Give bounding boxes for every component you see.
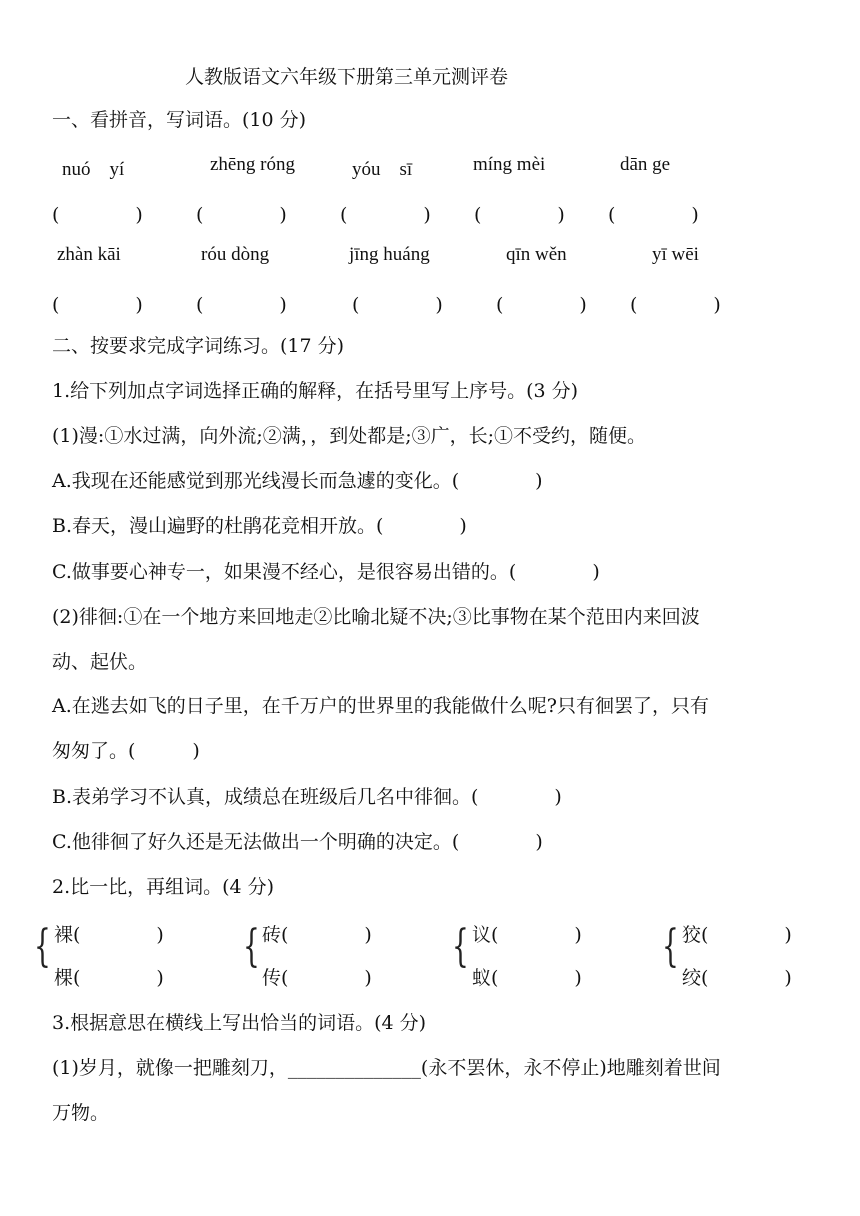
answer-blank[interactable]: ( ) bbox=[340, 204, 431, 226]
q1-sub1-definition: (1)漫:①水过满，向外流;②满，，到处都是;③广，长;①不受约，随便。 bbox=[52, 425, 647, 447]
q1-sub2-c: C.他徘徊了好久还是无法做出一个明确的决定。( ) bbox=[52, 831, 543, 853]
word-pair-top: 议( ) bbox=[472, 924, 582, 946]
q1-sub2-b: B.表弟学习不认真，成绩总在班级后几名中徘徊。( ) bbox=[52, 786, 562, 808]
word-pair-bottom: 绞( ) bbox=[682, 967, 792, 989]
brace-icon: { bbox=[662, 921, 679, 972]
q1-sub2-a-cont: 匆匆了。( ) bbox=[52, 740, 200, 762]
pinyin-2: zhēng róng bbox=[210, 154, 295, 175]
q1-prompt: 1.给下列加点字词选择正确的解释，在括号里写上序号。(3 分) bbox=[52, 380, 579, 402]
pinyin-4: míng mèi bbox=[473, 154, 546, 175]
q1-sub1-a: A.我现在还能感觉到那光线漫长而急遽的变化。( ) bbox=[52, 470, 543, 492]
pinyin-9: qīn wěn bbox=[506, 244, 567, 265]
q3-sub1: (1)岁月，就像一把雕刻刀，______________(永不罢休，永不停止)地雕刻着世间 bbox=[52, 1057, 721, 1079]
pinyin-3: yóu sī bbox=[352, 159, 413, 180]
brace-icon: { bbox=[243, 921, 260, 972]
answer-blank[interactable]: ( ) bbox=[474, 204, 565, 226]
section1-heading: 一、看拼音，写词语。(10 分) bbox=[52, 109, 307, 131]
page-title: 人教版语文六年级下册第三单元测评卷 bbox=[185, 66, 509, 88]
word-pair-top: 狡( ) bbox=[682, 924, 792, 946]
word-pair-top: 裸( ) bbox=[54, 924, 164, 946]
answer-blank[interactable]: ( ) bbox=[52, 294, 143, 316]
q1-sub1-c: C.做事要心神专一，如果漫不经心，是很容易出错的。( ) bbox=[52, 561, 600, 583]
pinyin-5: dān ge bbox=[620, 154, 671, 175]
answer-blank[interactable]: ( ) bbox=[352, 294, 443, 316]
answer-blank[interactable]: ( ) bbox=[608, 204, 699, 226]
pinyin-8: jīng huáng bbox=[349, 244, 430, 265]
word-pair-bottom: 传( ) bbox=[262, 967, 372, 989]
q1-sub2-definition-cont: 动、起伏。 bbox=[52, 651, 148, 673]
pinyin-1: nuó yí bbox=[62, 159, 125, 180]
answer-blank[interactable]: ( ) bbox=[52, 204, 143, 226]
q1-sub2-a: A.在逃去如飞的日子里，在千万户的世界里的我能做什么呢?只有徊罢了，只有 bbox=[52, 695, 709, 717]
answer-blank[interactable]: ( ) bbox=[196, 294, 287, 316]
answer-blank[interactable]: ( ) bbox=[196, 204, 287, 226]
word-pair-top: 砖( ) bbox=[262, 924, 372, 946]
section2-heading: 二、按要求完成字词练习。(17 分) bbox=[52, 335, 345, 357]
q1-sub1-b: B.春天，漫山遍野的杜鹃花竞相开放。( ) bbox=[52, 515, 467, 537]
answer-blank[interactable]: ( ) bbox=[630, 294, 721, 316]
brace-icon: { bbox=[452, 921, 469, 972]
brace-icon: { bbox=[34, 921, 51, 972]
q1-sub2-definition: (2)徘徊:①在一个地方来回地走②比喻北疑不决;③比事物在某个范田内来回波 bbox=[52, 606, 700, 628]
word-pair-bottom: 棵( ) bbox=[54, 967, 164, 989]
q3-prompt: 3.根据意思在横线上写出恰当的词语。(4 分) bbox=[52, 1012, 427, 1034]
q3-sub1-cont: 万物。 bbox=[52, 1102, 110, 1124]
pinyin-7: róu dòng bbox=[201, 244, 270, 265]
q2-prompt: 2.比一比，再组词。(4 分) bbox=[52, 876, 275, 898]
pinyin-10: yī wēi bbox=[652, 244, 699, 265]
word-pair-bottom: 蚁( ) bbox=[472, 967, 582, 989]
pinyin-6: zhàn kāi bbox=[57, 244, 121, 265]
answer-blank[interactable]: ( ) bbox=[496, 294, 587, 316]
